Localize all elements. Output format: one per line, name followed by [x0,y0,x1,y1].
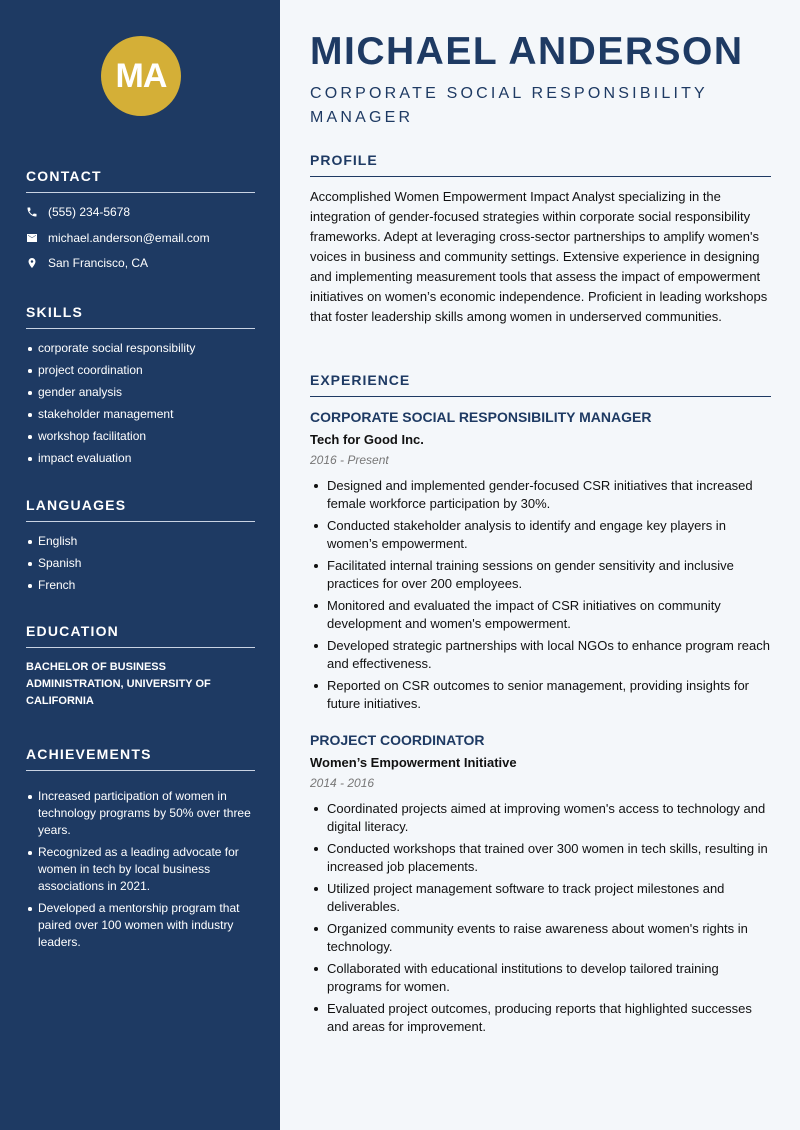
job-bullets [310,477,771,713]
skill-item: project coordination [26,362,261,379]
achievement-item: Developed a mentorship program that paired over 100 women with industry leaders. [26,900,251,951]
job-bullet: Conducted stakeholder analysis to identify and engage key players in women’s empowerment. [310,517,771,553]
job-entry [310,409,771,717]
job-bullet: Conducted workshops that trained over 300 women in tech skills, resulting in increased job placements. [310,840,771,876]
phone-text: (555) 234-5678 [48,205,131,219]
job-company: Tech for Good Inc. [310,432,424,447]
contact-location [26,256,148,270]
achievements-list [26,788,251,956]
location-text: San Francisco, CA [48,256,149,270]
profile-text: Accomplished Women Empowerment Impact Analyst specializing in the integration of gender-focused strategies within corporate social responsibility frameworks. Adept at leveraging cross-sector partnerships to amplify women's voices in business and community settings. Extensive experience in designing and implementing measurement tools that assess the impact of empowerment initiatives on women’s economic independence. Proficient in leading workshops that foster leadership skills among women in underserved communities. [310,189,768,324]
phone-icon [26,206,38,218]
job-bullet: Reported on CSR outcomes to senior management, providing insights for future initiatives. [310,677,771,713]
skill-item: corporate social responsibility [26,340,261,357]
profile-heading: PROFILE [310,152,771,177]
education-heading: EDUCATION [26,623,255,648]
job-entry [310,732,771,1040]
job-dates: 2014 - 2016 [310,776,375,790]
contact-phone [26,205,130,219]
achievement-item: Increased participation of women in technology programs by 50% over three years. [26,788,251,839]
skill-item: gender analysis [26,384,261,401]
contact-heading: CONTACT [26,168,255,193]
job-bullet: Facilitated internal training sessions on gender sensitivity and inclusive practices for over 200 employees. [310,557,771,593]
achievement-item: Recognized as a leading advocate for women in tech by local business associations in 2021. [26,844,251,895]
skill-item: stakeholder management [26,406,261,423]
job-bullet: Collaborated with educational institutions to develop tailored training programs for women. [310,960,771,996]
job-bullets [310,800,771,1036]
job-dates: 2016 - Present [310,453,389,467]
languages-heading: LANGUAGES [26,497,255,522]
language-item: Spanish [26,555,261,572]
job-bullet: Utilized project management software to track project milestones and deliverables. [310,880,771,916]
experience-heading: EXPERIENCE [310,372,771,397]
job-bullet: Coordinated projects aimed at improving women's access to technology and digital literacy. [310,800,771,836]
skills-heading: SKILLS [26,304,255,329]
contact-email [26,231,210,245]
job-title: CORPORATE SOCIAL RESPONSIBILITY MANAGER [310,409,652,425]
languages-list [26,533,261,599]
job-company: Women’s Empowerment Initiative [310,755,517,770]
candidate-title: CORPORATE SOCIAL RESPONSIBILITY MANAGER [310,85,708,126]
location-pin-icon [26,257,38,269]
job-title: PROJECT COORDINATOR [310,732,485,748]
job-bullet: Designed and implemented gender-focused CSR initiatives that increased female workforce participation by 30%. [310,477,771,513]
email-text[interactable]: michael.anderson@email.com [48,231,210,245]
language-item: French [26,577,261,594]
language-item: English [26,533,261,550]
candidate-name: MICHAEL ANDERSON [310,30,744,73]
sidebar [0,0,280,1130]
job-bullet: Organized community events to raise awareness about women's rights in technology. [310,920,771,956]
email-icon [26,232,38,244]
job-bullet: Evaluated project outcomes, producing reports that highlighted successes and areas for improvement. [310,1000,771,1036]
avatar [101,36,181,116]
skill-item: workshop facilitation [26,428,261,445]
job-bullet: Monitored and evaluated the impact of CSR initiatives on community development and women's empowerment. [310,597,771,633]
skills-list [26,340,261,472]
job-bullet: Developed strategic partnerships with local NGOs to enhance program reach and effectiveness. [310,637,771,673]
achievements-heading: ACHIEVEMENTS [26,746,255,771]
skill-item: impact evaluation [26,450,261,467]
education-degree: BACHELOR OF BUSINESS ADMINISTRATION, UNIVERSITY OF CALIFORNIA [26,661,211,707]
avatar-initials: MA [115,56,167,95]
